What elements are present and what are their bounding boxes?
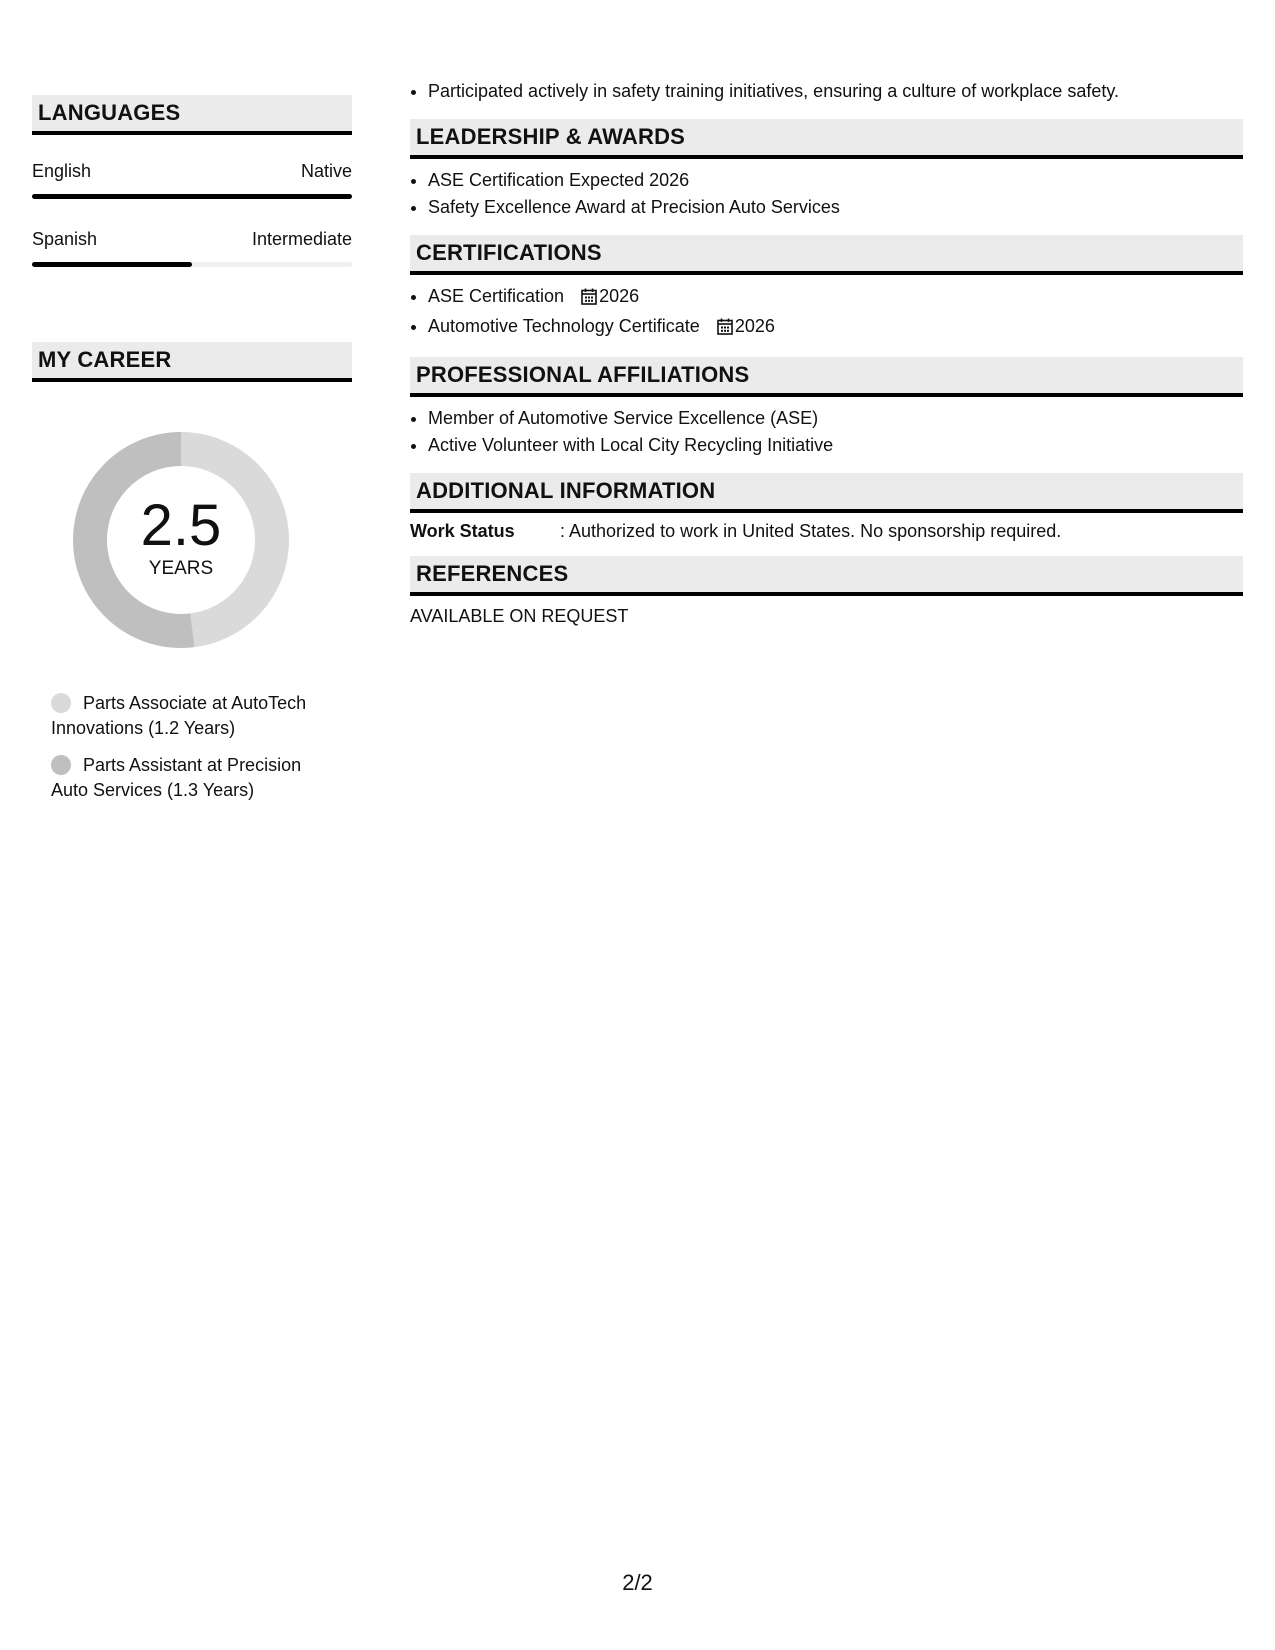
language-level: Native <box>300 161 352 181</box>
affiliations-section <box>410 357 1243 459</box>
experience-continued-list <box>410 78 1243 105</box>
language-bar-fill <box>32 262 192 267</box>
certifications-heading: CERTIFICATIONS <box>410 235 1243 275</box>
references-text: AVAILABLE ON REQUEST <box>410 606 629 626</box>
affiliations-heading: PROFESSIONAL AFFILIATIONS <box>410 357 1243 397</box>
career-donut-chart <box>66 425 296 655</box>
language-name: English <box>32 161 92 181</box>
calendar-icon <box>717 316 733 343</box>
career-legend <box>51 691 341 803</box>
work-status-label: Work Status <box>410 521 515 541</box>
references-section <box>410 556 1243 627</box>
certification-name: ASE Certification <box>428 286 565 306</box>
additional-info-section <box>410 473 1243 542</box>
languages-heading: LANGUAGES <box>32 95 352 135</box>
list-item: • Member of Automotive Service Excellence (ASE) <box>428 405 1243 432</box>
additional-info-heading: ADDITIONAL INFORMATION <box>410 473 1243 513</box>
language-level: Intermediate <box>251 229 352 249</box>
language-bar-track <box>32 194 352 199</box>
career-legend-label: Parts Associate at AutoTech Innovations (1.2 Years) <box>51 693 307 738</box>
career-legend-label: Parts Assistant at Precision Auto Services (1.3 Years) <box>51 755 302 800</box>
list-item: • ASE Certification Expected 2026 <box>428 167 1243 194</box>
career-heading: MY CAREER <box>32 342 352 382</box>
career-total-years: 2.5 <box>140 493 222 558</box>
certification-year: 2026 <box>734 316 775 336</box>
certification-name: Automotive Technology Certificate <box>428 316 700 336</box>
leadership-heading: LEADERSHIP & AWARDS <box>410 119 1243 159</box>
career-legend-item <box>51 753 341 803</box>
certifications-section <box>410 235 1243 343</box>
list-item: • Safety Excellence Award at Precision Auto Services <box>428 194 1243 221</box>
career-total-unit: YEARS <box>148 558 214 579</box>
list-item: • Active Volunteer with Local City Recycling Initiative <box>428 432 1243 459</box>
leadership-section <box>410 119 1243 221</box>
language-name: Spanish <box>32 229 98 249</box>
certification-year: 2026 <box>599 286 640 306</box>
legend-dot <box>51 693 71 713</box>
language-item <box>32 229 352 267</box>
certification-item <box>428 313 1243 343</box>
certification-item <box>428 283 1243 313</box>
references-heading: REFERENCES <box>410 556 1243 596</box>
sidebar <box>32 95 352 815</box>
language-item <box>32 161 352 199</box>
list-item: • Participated actively in safety training initiatives, ensuring a culture of workplace safety. <box>428 78 1243 105</box>
language-bar-track <box>32 262 352 267</box>
career-legend-item <box>51 691 341 741</box>
work-status-value: : Authorized to work in United States. No sponsorship required. <box>560 521 1062 541</box>
legend-dot <box>51 755 71 775</box>
calendar-icon <box>581 286 597 313</box>
main-content <box>410 78 1243 627</box>
work-status-row <box>410 521 1243 542</box>
language-bar-fill <box>32 194 352 199</box>
page-number: 2/2 <box>622 1570 653 1595</box>
